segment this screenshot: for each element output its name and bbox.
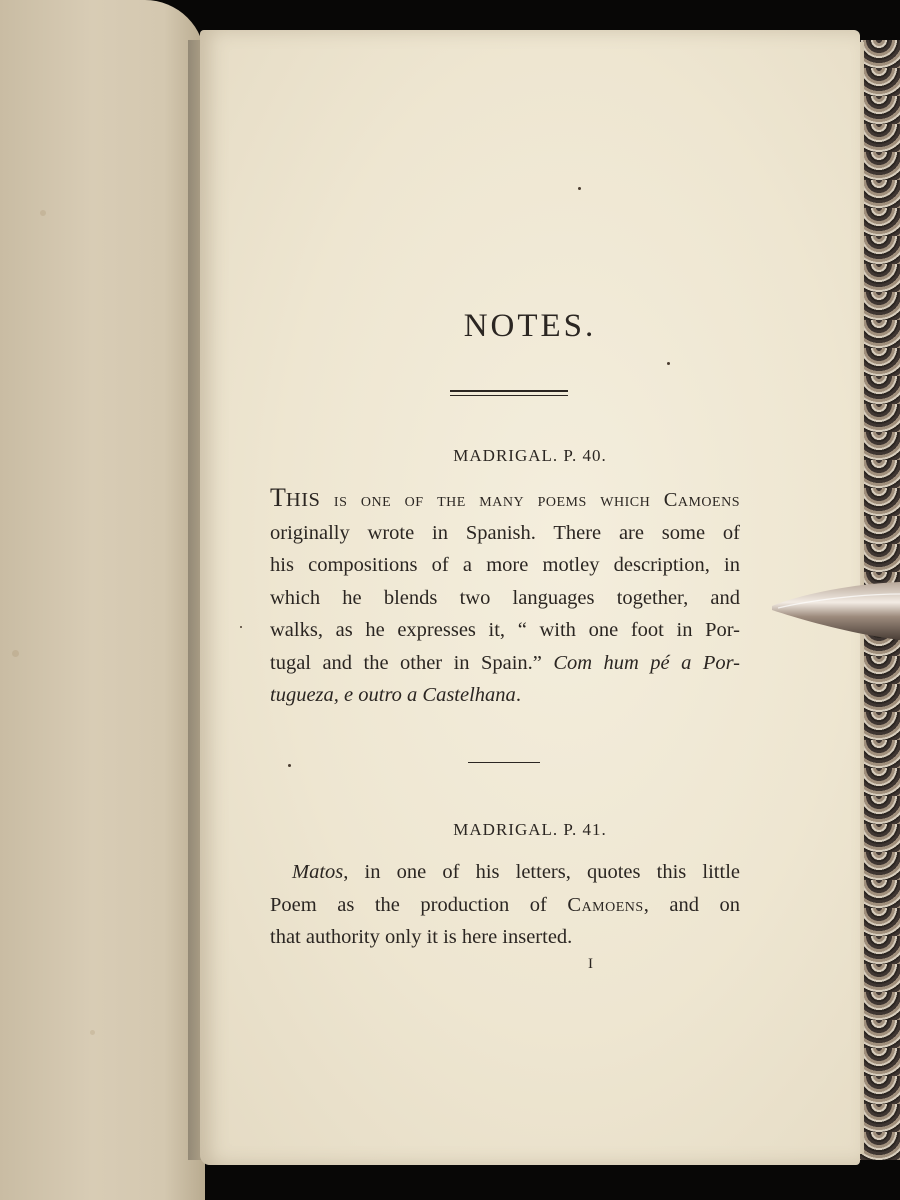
text-line: THIS is one of the many poems which Camoens bbox=[270, 483, 740, 512]
text-line: Matos, in one of his letters, quotes this little bbox=[292, 861, 740, 883]
metal-bookmark-icon bbox=[772, 582, 900, 640]
note-paragraph-2 bbox=[270, 856, 740, 954]
book-page bbox=[200, 30, 860, 1165]
text-line: his compositions of a more motley description, in bbox=[270, 554, 740, 576]
text-line: that authority only it is here inserted. bbox=[270, 926, 573, 948]
text-line: walks, as he expresses it, “ with one foot in Por- bbox=[270, 619, 740, 641]
text-line: originally wrote in Spanish. There are some of bbox=[270, 521, 740, 544]
section-divider bbox=[468, 762, 540, 763]
double-rule-lower bbox=[450, 395, 568, 396]
section-title-madrigal-40: MADRIGAL. P. 40. bbox=[453, 446, 607, 465]
section-title-madrigal-41: MADRIGAL. P. 41. bbox=[453, 820, 607, 839]
text-line: tugueza, e outro a Castelhana. bbox=[270, 684, 521, 706]
text-line: tugal and the other in Spain.” Com hum pé a Por- bbox=[270, 651, 740, 674]
text-line: which he blends two languages together, and bbox=[270, 586, 740, 609]
page-heading: NOTES. bbox=[463, 308, 597, 344]
facing-page bbox=[0, 0, 205, 1200]
text-line: Poem as the production of Camoens, and on bbox=[270, 893, 740, 916]
signature-mark: I bbox=[588, 956, 593, 972]
double-rule bbox=[450, 390, 568, 392]
note-paragraph-1 bbox=[270, 482, 740, 712]
